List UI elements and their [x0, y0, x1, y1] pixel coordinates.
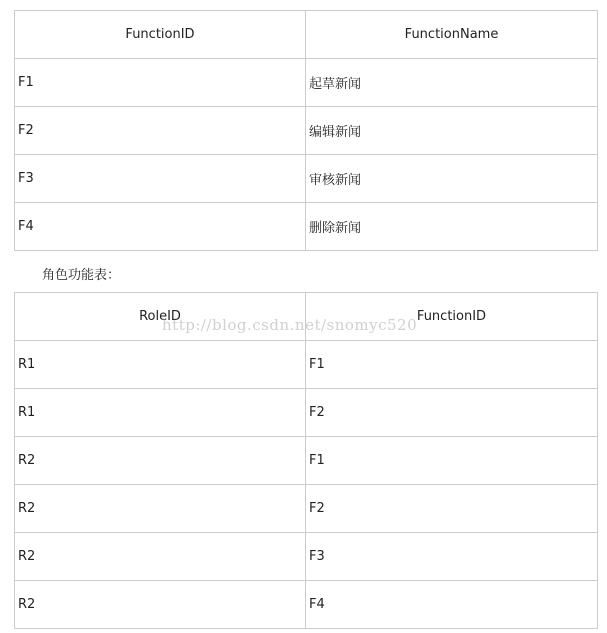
table-row: [15, 203, 598, 251]
table-header-row: [15, 293, 598, 341]
column-header-role-id: RoleID: [15, 293, 306, 341]
cell-role-id: R2: [15, 533, 306, 581]
table-row: [15, 107, 598, 155]
cell-function-id: F3: [306, 533, 598, 581]
cell-function-id: F3: [15, 155, 306, 203]
table-row: [15, 581, 598, 629]
cell-function-id: F2: [306, 485, 598, 533]
role-function-table: [14, 292, 598, 629]
table-row: [15, 59, 598, 107]
cell-function-name: 编辑新闻: [306, 107, 598, 155]
table-row: [15, 389, 598, 437]
cell-role-id: R1: [15, 389, 306, 437]
cell-function-name: 起草新闻: [306, 59, 598, 107]
table-header-row: [15, 11, 598, 59]
table-row: [15, 533, 598, 581]
cell-function-id: F4: [306, 581, 598, 629]
cell-function-id: F4: [15, 203, 306, 251]
cell-function-id: F1: [306, 341, 598, 389]
function-table: [14, 10, 598, 251]
role-function-caption: 角色功能表：: [42, 268, 121, 283]
watermark-text: http://blog.csdn.net/snomyc520: [162, 316, 418, 334]
table-row: [15, 437, 598, 485]
cell-function-id: F2: [15, 107, 306, 155]
cell-function-id: F1: [306, 437, 598, 485]
table-row: [15, 485, 598, 533]
cell-function-id: F2: [306, 389, 598, 437]
column-header-function-id: FunctionID: [15, 11, 306, 59]
cell-role-id: R2: [15, 581, 306, 629]
column-header-function-id: FunctionID: [306, 293, 598, 341]
table-row: [15, 155, 598, 203]
table-row: [15, 341, 598, 389]
cell-role-id: R1: [15, 341, 306, 389]
cell-function-id: F1: [15, 59, 306, 107]
cell-function-name: 审核新闻: [306, 155, 598, 203]
column-header-function-name: FunctionName: [306, 11, 598, 59]
cell-role-id: R2: [15, 437, 306, 485]
cell-function-name: 删除新闻: [306, 203, 598, 251]
cell-role-id: R2: [15, 485, 306, 533]
